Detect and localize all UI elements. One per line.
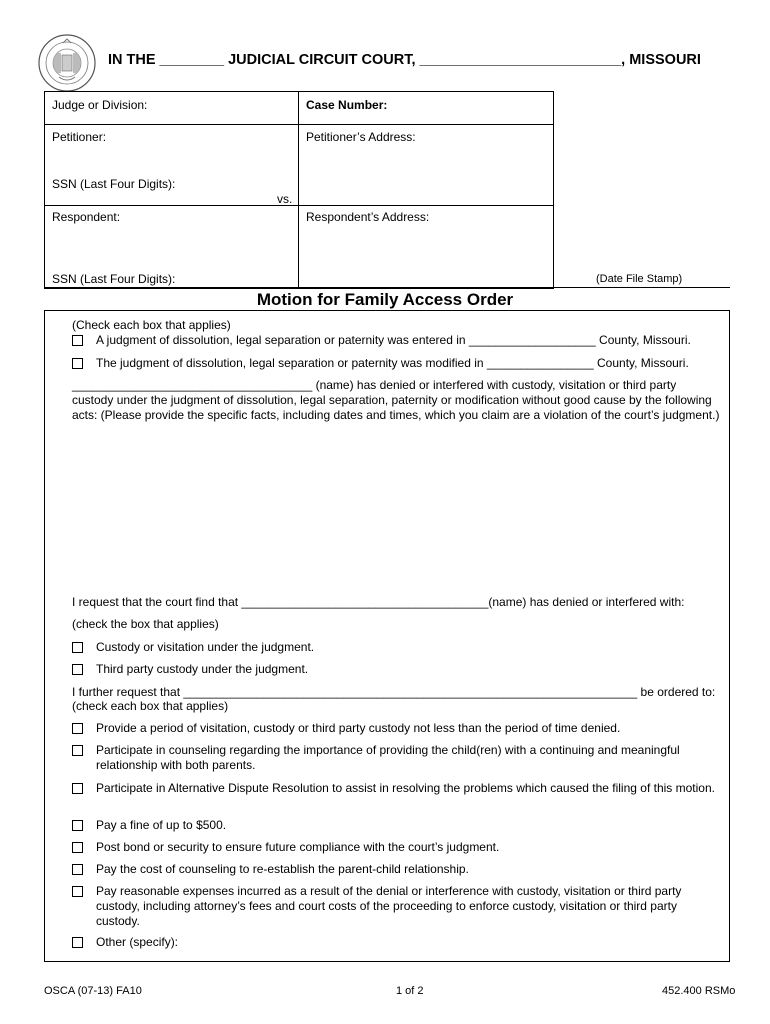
order-other-text: Other (specify): [96,935,179,949]
page-title: Motion for Family Access Order [256,290,514,309]
order-expenses-text: Pay reasonable expenses incurred as a result of the denial or interference with custody, visitation or third party custody, including attorney’s fees and court costs of the proceeding to enforce custody, visitation or third party custody. [96,884,682,928]
divider [44,287,730,288]
petitioner-label: Petitioner: [52,130,107,144]
check-one-instruction: (check the box that applies) [72,617,219,631]
order-bond-checkbox[interactable] [72,842,83,853]
judge-division-label: Judge or Division: [52,98,148,112]
order-expenses-checkbox[interactable] [72,886,83,897]
judgment-modified-checkbox[interactable] [72,358,83,369]
order-counseling-cost-text: Pay the cost of counseling to re-establish the parent-child relationship. [96,862,469,876]
case-number-label: Case Number: [306,98,388,112]
third-party-custody-text: Third party custody under the judgment. [96,662,309,676]
respondent-label: Respondent: [52,210,121,224]
check-each-instruction: (check each box that applies) [72,699,229,713]
order-visitation-checkbox[interactable] [72,723,83,734]
custody-visitation-text: Custody or visitation under the judgment. [96,640,315,654]
date-file-stamp-label: (Date File Stamp) [596,273,683,285]
custody-visitation-checkbox[interactable] [72,642,83,653]
petitioner-address-label: Petitioner’s Address: [306,130,416,144]
denial-paragraph: ____________________________________ (name) has denied or interfered with custody, visitation or third party custody under the judgment of dissolution, legal separation, paternity or modification without good cause by the following acts: (Please provide the specific facts, including dates and times, which you claim are a violation of the court’s judgment.) [72,378,720,422]
judgment-modified-text: The judgment of dissolution, legal separation or paternity was modified in ________________ County, Missouri. [96,356,689,370]
court-header: IN THE ________ JUDICIAL CIRCUIT COURT, _________________________, MISSOURI [108,52,701,68]
versus-label: vs. [277,192,293,206]
order-counseling-checkbox[interactable] [72,745,83,756]
further-request-line: I further request that ____________________________________________________________________ be ordered to: [72,685,716,699]
statute-reference: 452.400 RSMo [662,985,736,997]
order-adr-checkbox[interactable] [72,783,83,794]
order-bond-text: Post bond or security to ensure future compliance with the court’s judgment. [96,840,500,854]
check-instruction: (Check each box that applies) [72,318,231,332]
judgment-entered-checkbox[interactable] [72,335,83,346]
case-caption [44,91,554,289]
third-party-custody-checkbox[interactable] [72,664,83,675]
order-counseling-cost-checkbox[interactable] [72,864,83,875]
missouri-state-seal-icon [37,33,97,93]
order-other-checkbox[interactable] [72,937,83,948]
order-fine-checkbox[interactable] [72,820,83,831]
order-adr-text: Participate in Alternative Dispute Resolution to assist in resolving the problems which caused the filing of this motion. [96,781,715,795]
respondent-ssn-label: SSN (Last Four Digits): [52,272,176,286]
order-visitation-text: Provide a period of visitation, custody or third party custody not less than the period of time denied. [96,721,621,735]
page-number: 1 of 2 [396,985,424,997]
form-id: OSCA (07-13) FA10 [44,985,142,997]
order-fine-text: Pay a fine of up to $500. [96,818,227,832]
judgment-entered-text: A judgment of dissolution, legal separation or paternity was entered in ___________________ County, Missouri. [96,333,691,347]
order-counseling-text: Participate in counseling regarding the importance of providing the child(ren) with a continuing and meaningful relationship with both parents. [96,743,680,772]
petitioner-ssn-label: SSN (Last Four Digits): [52,177,176,191]
respondent-address-label: Respondent’s Address: [306,210,430,224]
request-find-line: I request that the court find that _____________________________________(name) has denied or interfered with: [72,595,685,609]
